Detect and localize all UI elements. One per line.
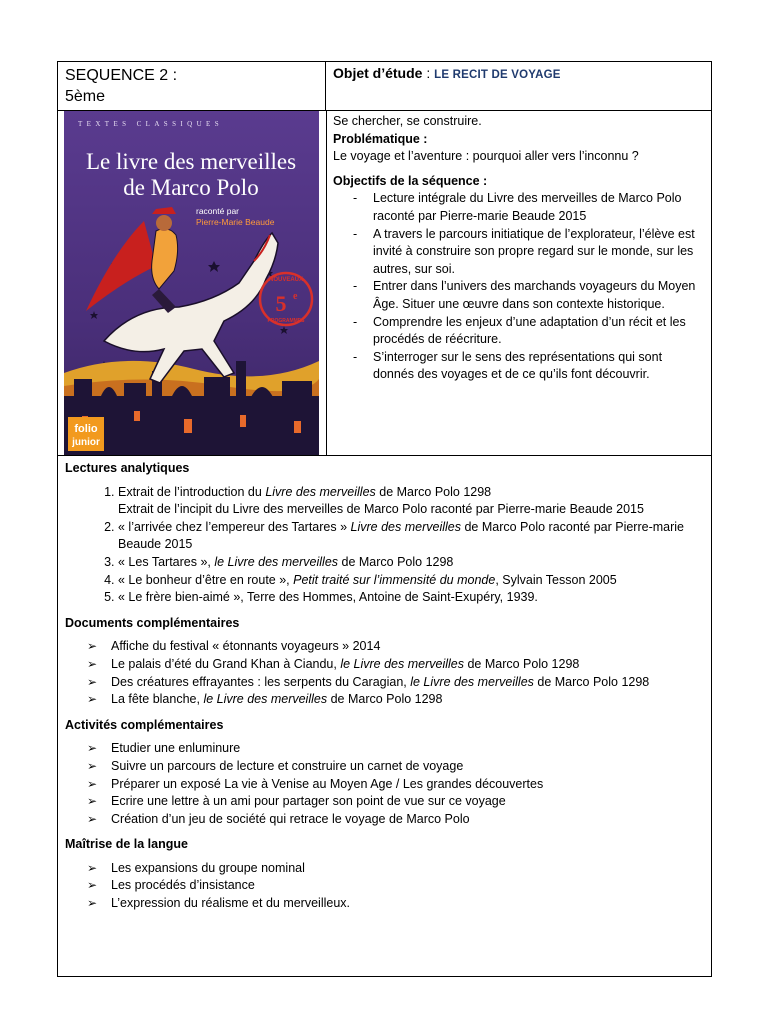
document-item [95, 674, 703, 692]
lecture-text-end: de Marco Polo 1298 [375, 484, 492, 499]
langue-item: ➢ Les procédés d’insistance [95, 877, 703, 895]
activite-item: ➢ Création d’un jeu de société qui retrace le voyage de Marco Polo [95, 811, 703, 829]
lecture-text: Extrait de l’introduction du [118, 484, 266, 499]
book-cover [64, 111, 319, 455]
activite-item: ➢ Ecrire une lettre à un ami pour partager son point de vue sur ce voyage [95, 793, 703, 811]
lecture-item [118, 519, 703, 554]
lecture-item [118, 554, 703, 572]
cover-series: TEXTES CLASSIQUES [78, 120, 223, 128]
theme-line: Se chercher, se construire. [333, 114, 482, 128]
document-item [95, 656, 703, 674]
publisher-line1: folio [74, 423, 98, 435]
activite-item: ➢ Suivre un parcours de lecture et construire un carnet de voyage [95, 758, 703, 776]
object-cell [327, 62, 711, 110]
lectures-title: Lectures analytiques [65, 461, 190, 475]
lecture-text-end: , Sylvain Tesson 2005 [495, 572, 617, 587]
badge-top-text: NOUVEAUX [268, 277, 304, 283]
lecture-work: le Livre des merveilles [214, 554, 339, 569]
objective-item: - Comprendre les enjeux d’une adaptation d’un récit et les procédés de réécriture. [373, 314, 703, 349]
langue-list [65, 860, 703, 913]
details-cell [58, 456, 711, 913]
cover-cell [58, 111, 327, 455]
document-text-end: de Marco Polo 1298 [327, 692, 443, 707]
sequence-title [65, 65, 325, 86]
publisher-logo [68, 417, 104, 451]
document-item [95, 638, 703, 656]
objectives-list [333, 190, 703, 384]
document-text: La fête blanche, [111, 692, 204, 707]
lecture-text-end: de Marco Polo 1298 [338, 554, 454, 569]
level-label: 5ème [65, 88, 106, 105]
activites-list [65, 740, 703, 828]
intro-cell [327, 111, 711, 455]
lecture-text: « Le bonheur d’être en route », [118, 572, 294, 587]
document-work: le Livre des merveilles [203, 692, 328, 707]
sequence-label: SEQUENCE 2 [65, 67, 169, 84]
document-text-end: de Marco Polo 1298 [464, 656, 580, 671]
document-text-end: de Marco Polo 1298 [533, 674, 650, 689]
cover-title-line2: de Marco Polo [123, 175, 259, 200]
publisher-line2: junior [72, 437, 100, 448]
lecture-work: Livre des merveilles [265, 484, 376, 499]
object-value: LE RECIT DE VOYAGE [434, 69, 561, 81]
document-text: Le palais d’été du Grand Khan à Ciandu, [111, 656, 341, 671]
lecture-text: « Le frère bien-aimé », Terre des Hommes, Antoine de Saint-Exupéry, 1939. [118, 590, 538, 605]
badge-bottom-text: PROGRAMMES [267, 318, 305, 324]
langue-title: Maîtrise de la langue [65, 837, 188, 852]
document-text: Des créatures effrayantes : les serpents du Caragian, [111, 674, 411, 689]
lecture-work: Petit traité sur l’immensité du monde [293, 572, 496, 587]
object-separator: : [422, 65, 435, 81]
documents-list [65, 638, 703, 708]
lecture-text-end: de Marco Polo raconté par Pierre-marie Beaude 2015 [118, 519, 684, 552]
objective-item: - Entrer dans l’univers des marchands voyageurs du Moyen Âge. Situer une œuvre dans son contexte historique. [373, 278, 703, 313]
object-label: Objet d’étude [333, 65, 423, 81]
lectures-list [65, 484, 703, 607]
lecture-text: « l’arrivée chez l’empereur des Tartares » [118, 519, 351, 534]
content-row [58, 111, 711, 456]
sequence-colon: : [168, 67, 178, 84]
document-work: le Livre des merveilles [340, 656, 464, 671]
problem-label: Problématique : [333, 131, 428, 146]
langue-item: ➢ Les expansions du groupe nominal [95, 860, 703, 878]
lecture-item [118, 484, 703, 519]
activite-item: ➢ Etudier une enluminure [95, 740, 703, 758]
book-cover-illustration [64, 111, 319, 455]
sequence-sheet [57, 61, 712, 977]
badge-level: 5 [275, 291, 287, 316]
cover-title-line1: Le livre des merveilles [85, 149, 297, 174]
objectives-label: Objectifs de la séquence : [333, 173, 488, 188]
lecture-item [118, 572, 703, 590]
lecture-work: Livre des merveilles [350, 519, 461, 534]
activite-item: ➢ Préparer un exposé La vie à Venise au Moyen Age / Les grandes découvertes [95, 776, 703, 794]
objective-item: - Lecture intégrale du Livre des merveilles de Marco Polo raconté par Pierre-marie Beaude 2015 [373, 190, 703, 225]
sequence-cell [58, 62, 326, 110]
problem-text: Le voyage et l’aventure : pourquoi aller vers l’inconnu ? [333, 149, 639, 164]
langue-item: ➢ L’expression du réalisme et du merveilleux. [95, 895, 703, 913]
rider-head [156, 215, 172, 231]
documents-title: Documents complémentaires [65, 615, 240, 630]
document-text: Affiche du festival « étonnants voyageurs » 2014 [111, 639, 381, 654]
lecture-text: « Les Tartares », [118, 554, 215, 569]
header-row [58, 62, 711, 111]
objective-item: - A travers le parcours initiatique de l’explorateur, l’élève est invité à construire son propre regard sur le monde, sur les autres, sur soi. [373, 226, 703, 279]
lecture-extra: Extrait de l’incipit du Livre des merveilles de Marco Polo raconté par Pierre-marie Beaude 2015 [118, 502, 644, 517]
cover-author: Pierre-Marie Beaude [196, 217, 275, 227]
badge-level-sup: e [293, 291, 298, 302]
document-item [95, 691, 703, 709]
activites-title: Activités complémentaires [65, 717, 224, 732]
objective-item: - S’interroger sur le sens des représentations qui sont donnés des voyages et de ce qu’ils font découvrir. [373, 349, 703, 384]
lecture-item [118, 589, 703, 607]
cover-subtitle: raconté par [196, 206, 239, 216]
document-work: le Livre des merveilles [410, 674, 534, 689]
